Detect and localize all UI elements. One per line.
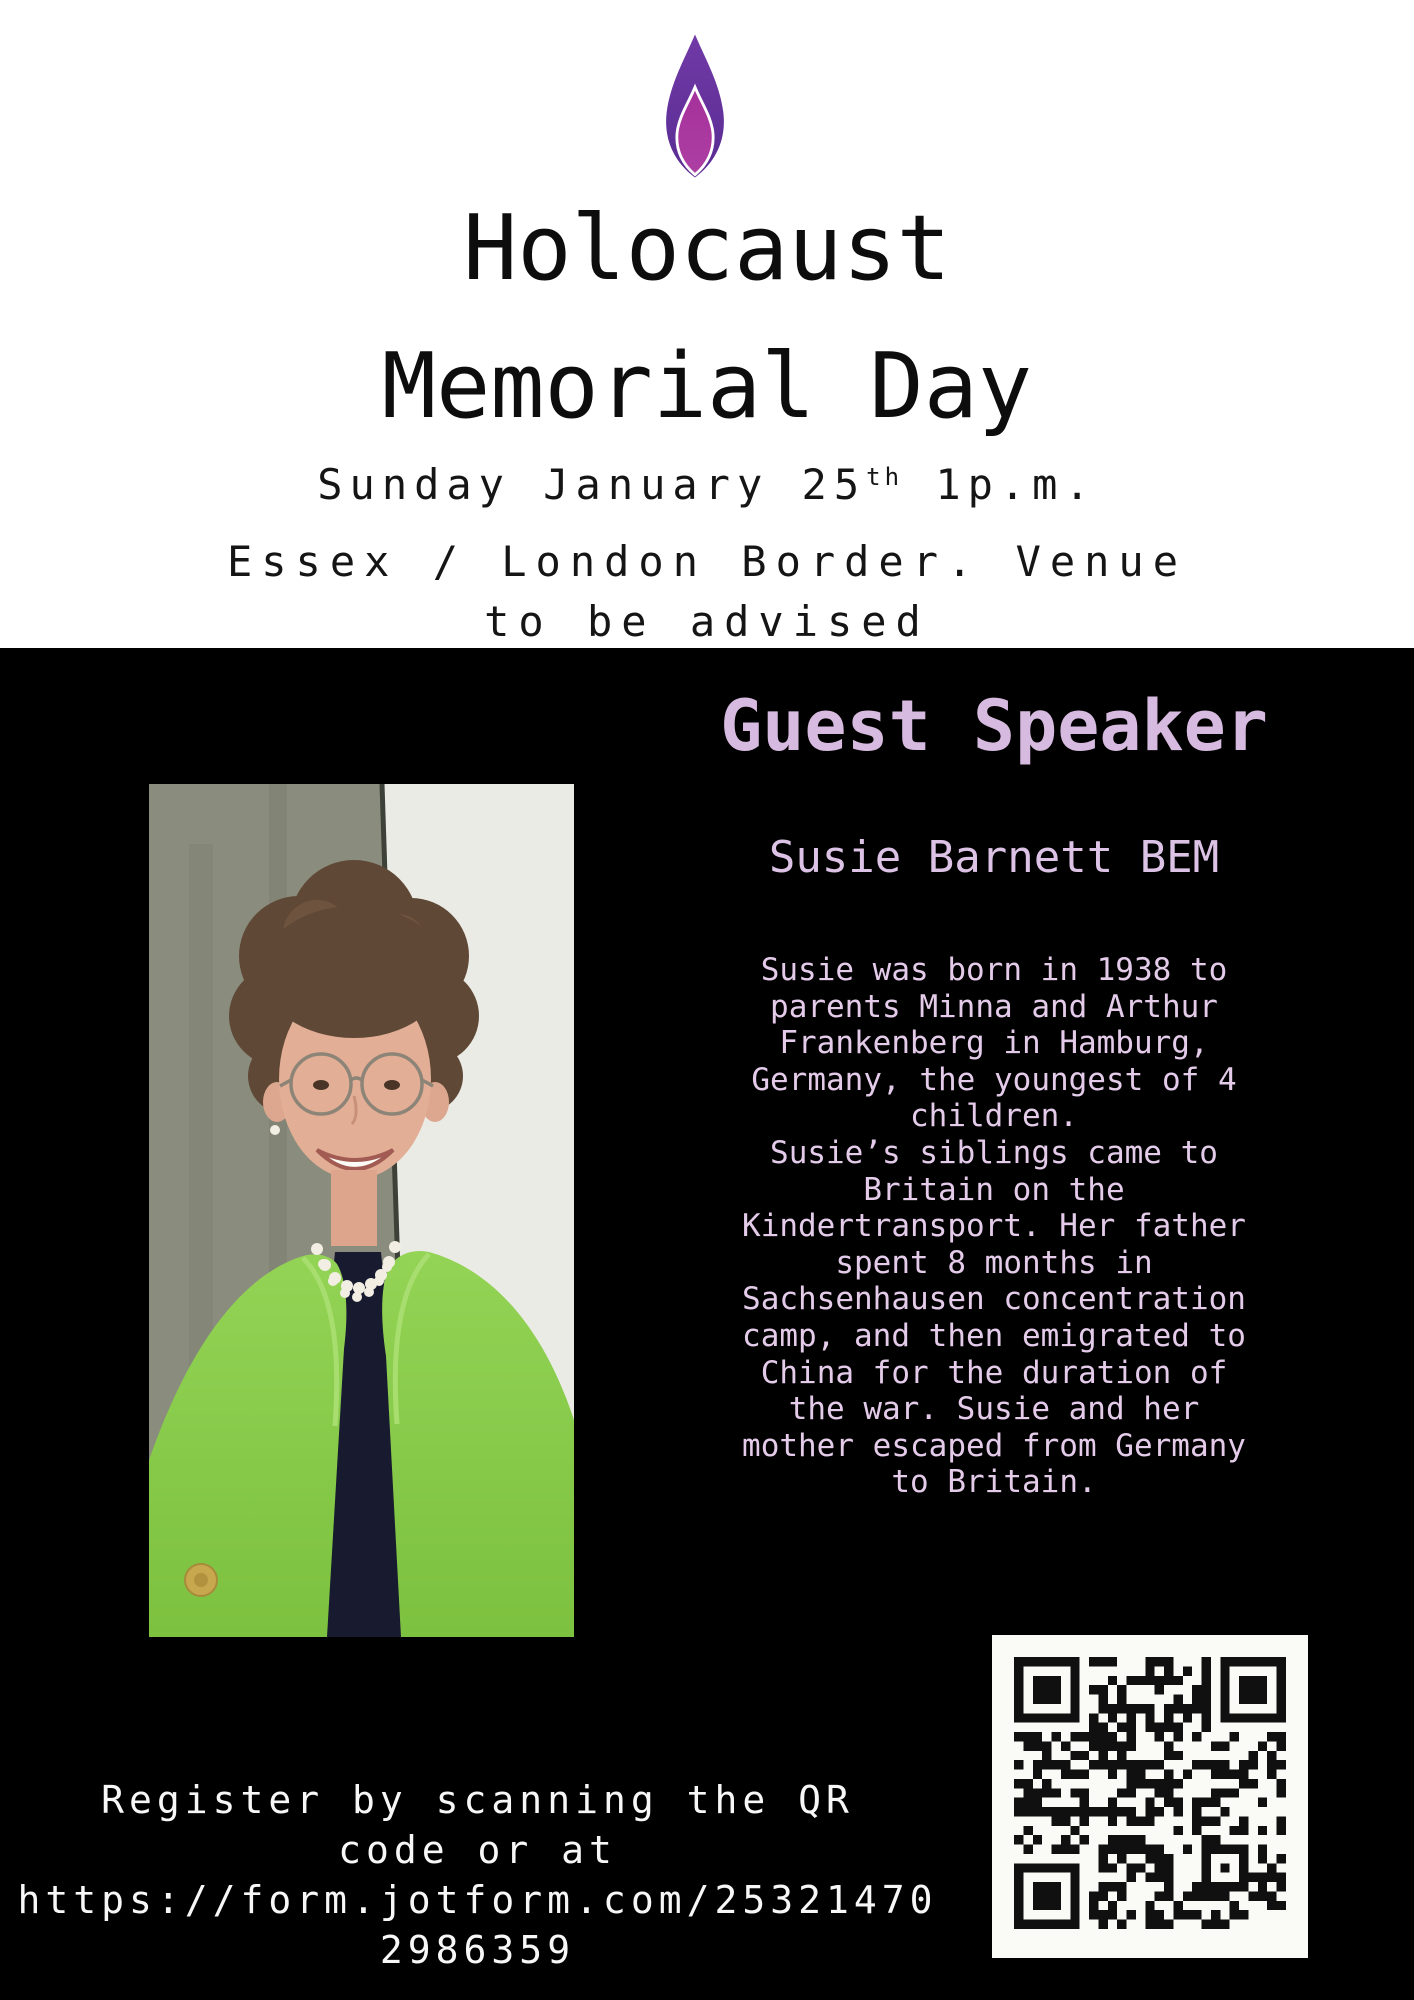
- title-line-1: Holocaust: [463, 196, 951, 301]
- bio-line: Susie was born in 1938 to: [760, 952, 1228, 988]
- registration-line: Register by scanning the QR: [101, 1778, 854, 1822]
- event-venue: [0, 532, 1414, 652]
- bio-line: parents Minna and Arthur: [770, 988, 1218, 1025]
- portrait-illustration: [149, 784, 574, 1637]
- bio-line: Susie’s siblings came to: [770, 1134, 1218, 1171]
- bio-line: camp, and then emigrated to: [742, 1317, 1246, 1354]
- registration-line: 2986359: [379, 1928, 576, 1972]
- qr-code-modules: [1014, 1657, 1286, 1929]
- bio-line: children.: [910, 1098, 1078, 1135]
- bio-line: spent 8 months in: [835, 1244, 1153, 1281]
- speaker-bio: [584, 952, 1404, 1501]
- bio-line: Frankenberg in Hamburg,: [779, 1025, 1209, 1062]
- candle-flame-icon: [663, 30, 727, 182]
- header-section: [0, 0, 1414, 648]
- registration-line: code or at: [338, 1828, 617, 1872]
- date-suffix: 1p.m.: [903, 460, 1097, 509]
- bio-line: Germany, the youngest of 4: [751, 1061, 1237, 1098]
- bio-line: mother escaped from Germany: [742, 1427, 1246, 1464]
- event-date: [0, 452, 1414, 510]
- speaker-name: Susie Barnett BEM: [768, 832, 1220, 883]
- registration-info: [0, 1775, 955, 1975]
- guest-speaker-heading: Guest Speaker: [720, 685, 1268, 767]
- speaker-photo: [149, 784, 574, 1637]
- bio-line: Britain on the: [863, 1171, 1125, 1208]
- venue-line-1: Essex / London Border. Venue: [226, 537, 1187, 586]
- bio-line: Sachsenhausen concentration: [742, 1281, 1246, 1318]
- date-prefix: Sunday January 25: [317, 460, 867, 509]
- registration-url[interactable]: https://form.jotform.com/25321470: [17, 1878, 938, 1922]
- title-line-2: Memorial Day: [381, 334, 1033, 439]
- event-title: [0, 180, 1414, 456]
- bio-line: Kindertransport. Her father: [742, 1208, 1246, 1245]
- date-ordinal: th: [866, 463, 904, 491]
- bio-line: the war. Susie and her: [788, 1391, 1200, 1428]
- venue-line-2: to be advised: [484, 597, 930, 646]
- bio-line: to Britain.: [891, 1464, 1097, 1501]
- bio-line: China for the duration of: [760, 1354, 1228, 1391]
- qr-code: [992, 1635, 1308, 1958]
